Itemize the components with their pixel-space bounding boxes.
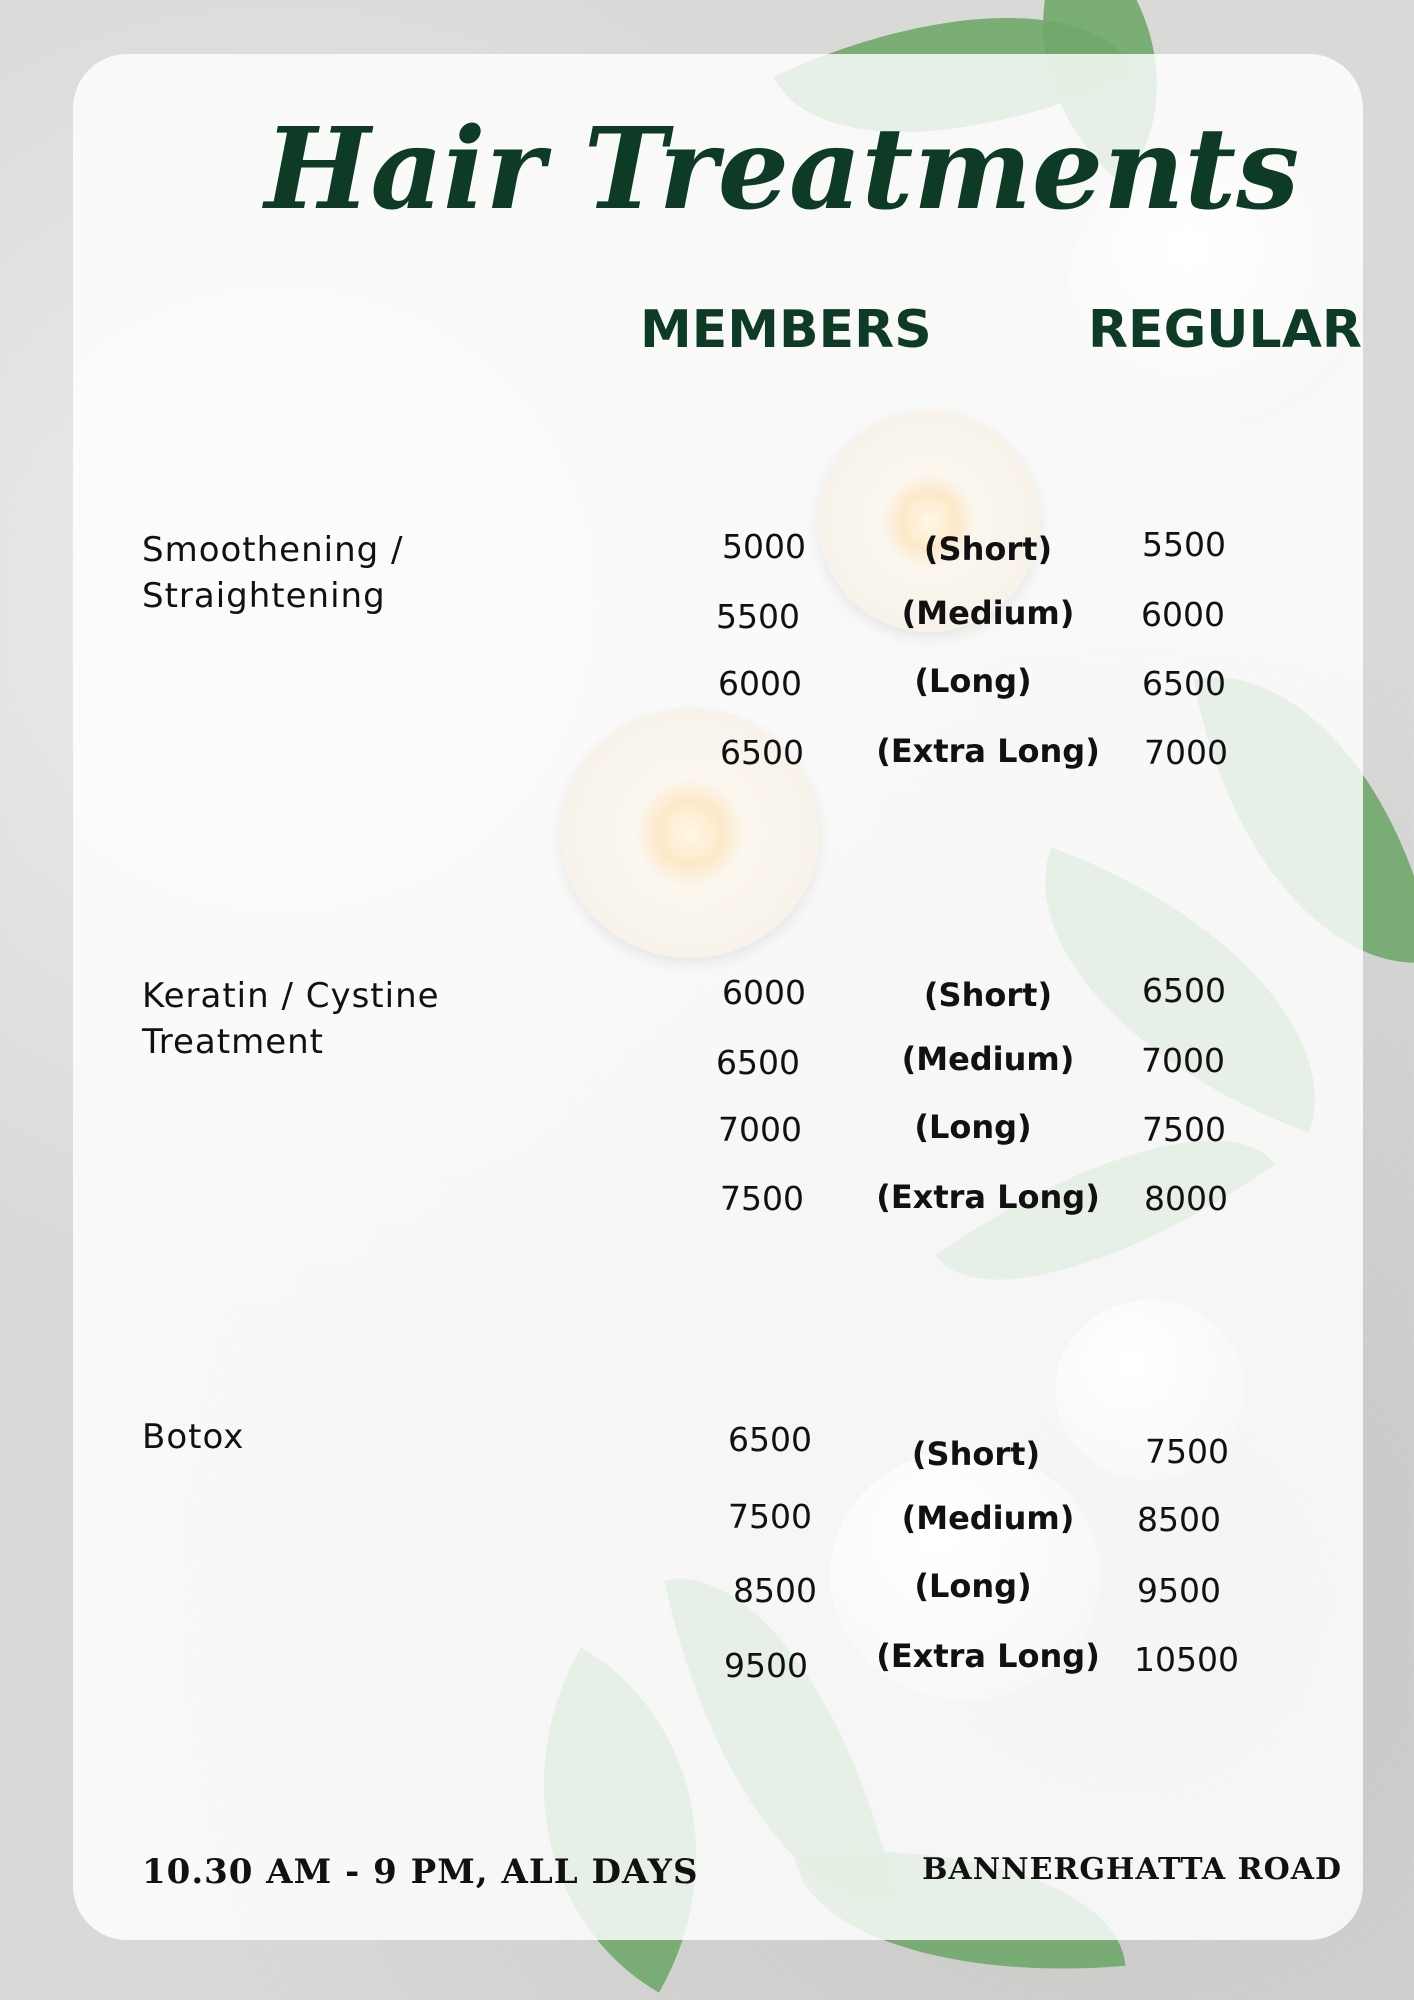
size-label: (Short) bbox=[923, 530, 1053, 568]
size-label: (Extra Long) bbox=[876, 1637, 1100, 1675]
size-label: (Medium) bbox=[901, 1499, 1075, 1537]
regular-price: 10500 bbox=[1134, 1640, 1239, 1679]
members-price: 6000 bbox=[718, 664, 802, 703]
service-name-line: Treatment bbox=[142, 1022, 325, 1062]
members-price: 7000 bbox=[718, 1110, 802, 1149]
members-price: 6500 bbox=[716, 1043, 800, 1082]
size-label: (Extra Long) bbox=[876, 732, 1100, 770]
members-price: 7500 bbox=[728, 1497, 812, 1536]
members-price: 9500 bbox=[724, 1646, 808, 1685]
regular-price: 6000 bbox=[1141, 595, 1225, 634]
service-name-line: Keratin / Cystine bbox=[142, 976, 440, 1016]
regular-price: 6500 bbox=[1142, 971, 1226, 1010]
members-price: 8500 bbox=[733, 1571, 817, 1610]
service-name bbox=[142, 1414, 562, 1460]
regular-column-heading: REGULAR bbox=[1088, 300, 1362, 360]
members-price: 6000 bbox=[722, 973, 806, 1012]
regular-price: 7000 bbox=[1144, 733, 1228, 772]
page-title: Hair Treatments bbox=[264, 104, 1300, 235]
service-name-line: Botox bbox=[142, 1417, 245, 1457]
size-label: (Long) bbox=[914, 1567, 1032, 1605]
size-label: (Medium) bbox=[901, 1040, 1075, 1078]
members-column-heading: MEMBERS bbox=[640, 300, 932, 360]
service-name-line: Straightening bbox=[142, 576, 386, 616]
members-price: 5000 bbox=[722, 527, 806, 566]
regular-price: 8000 bbox=[1144, 1179, 1228, 1218]
size-label: (Short) bbox=[911, 1435, 1041, 1473]
size-label: (Medium) bbox=[901, 594, 1075, 632]
regular-price: 7500 bbox=[1142, 1110, 1226, 1149]
opening-hours: 10.30 AM - 9 PM, ALL DAYS bbox=[142, 1852, 699, 1892]
members-price: 7500 bbox=[720, 1179, 804, 1218]
size-label: (Extra Long) bbox=[876, 1178, 1100, 1216]
service-name bbox=[142, 973, 562, 1065]
regular-price: 6500 bbox=[1142, 664, 1226, 703]
service-name bbox=[142, 527, 562, 619]
size-label: (Short) bbox=[923, 976, 1053, 1014]
regular-price: 7500 bbox=[1145, 1432, 1229, 1471]
members-price: 5500 bbox=[716, 597, 800, 636]
regular-price: 5500 bbox=[1142, 525, 1226, 564]
members-price: 6500 bbox=[728, 1420, 812, 1459]
size-label: (Long) bbox=[914, 662, 1032, 700]
regular-price: 8500 bbox=[1137, 1500, 1221, 1539]
service-name-line: Smoothening / bbox=[142, 530, 404, 570]
regular-price: 7000 bbox=[1141, 1041, 1225, 1080]
members-price: 6500 bbox=[720, 733, 804, 772]
location-label: BANNERGHATTA ROAD bbox=[922, 1852, 1342, 1887]
size-label: (Long) bbox=[914, 1108, 1032, 1146]
regular-price: 9500 bbox=[1137, 1571, 1221, 1610]
